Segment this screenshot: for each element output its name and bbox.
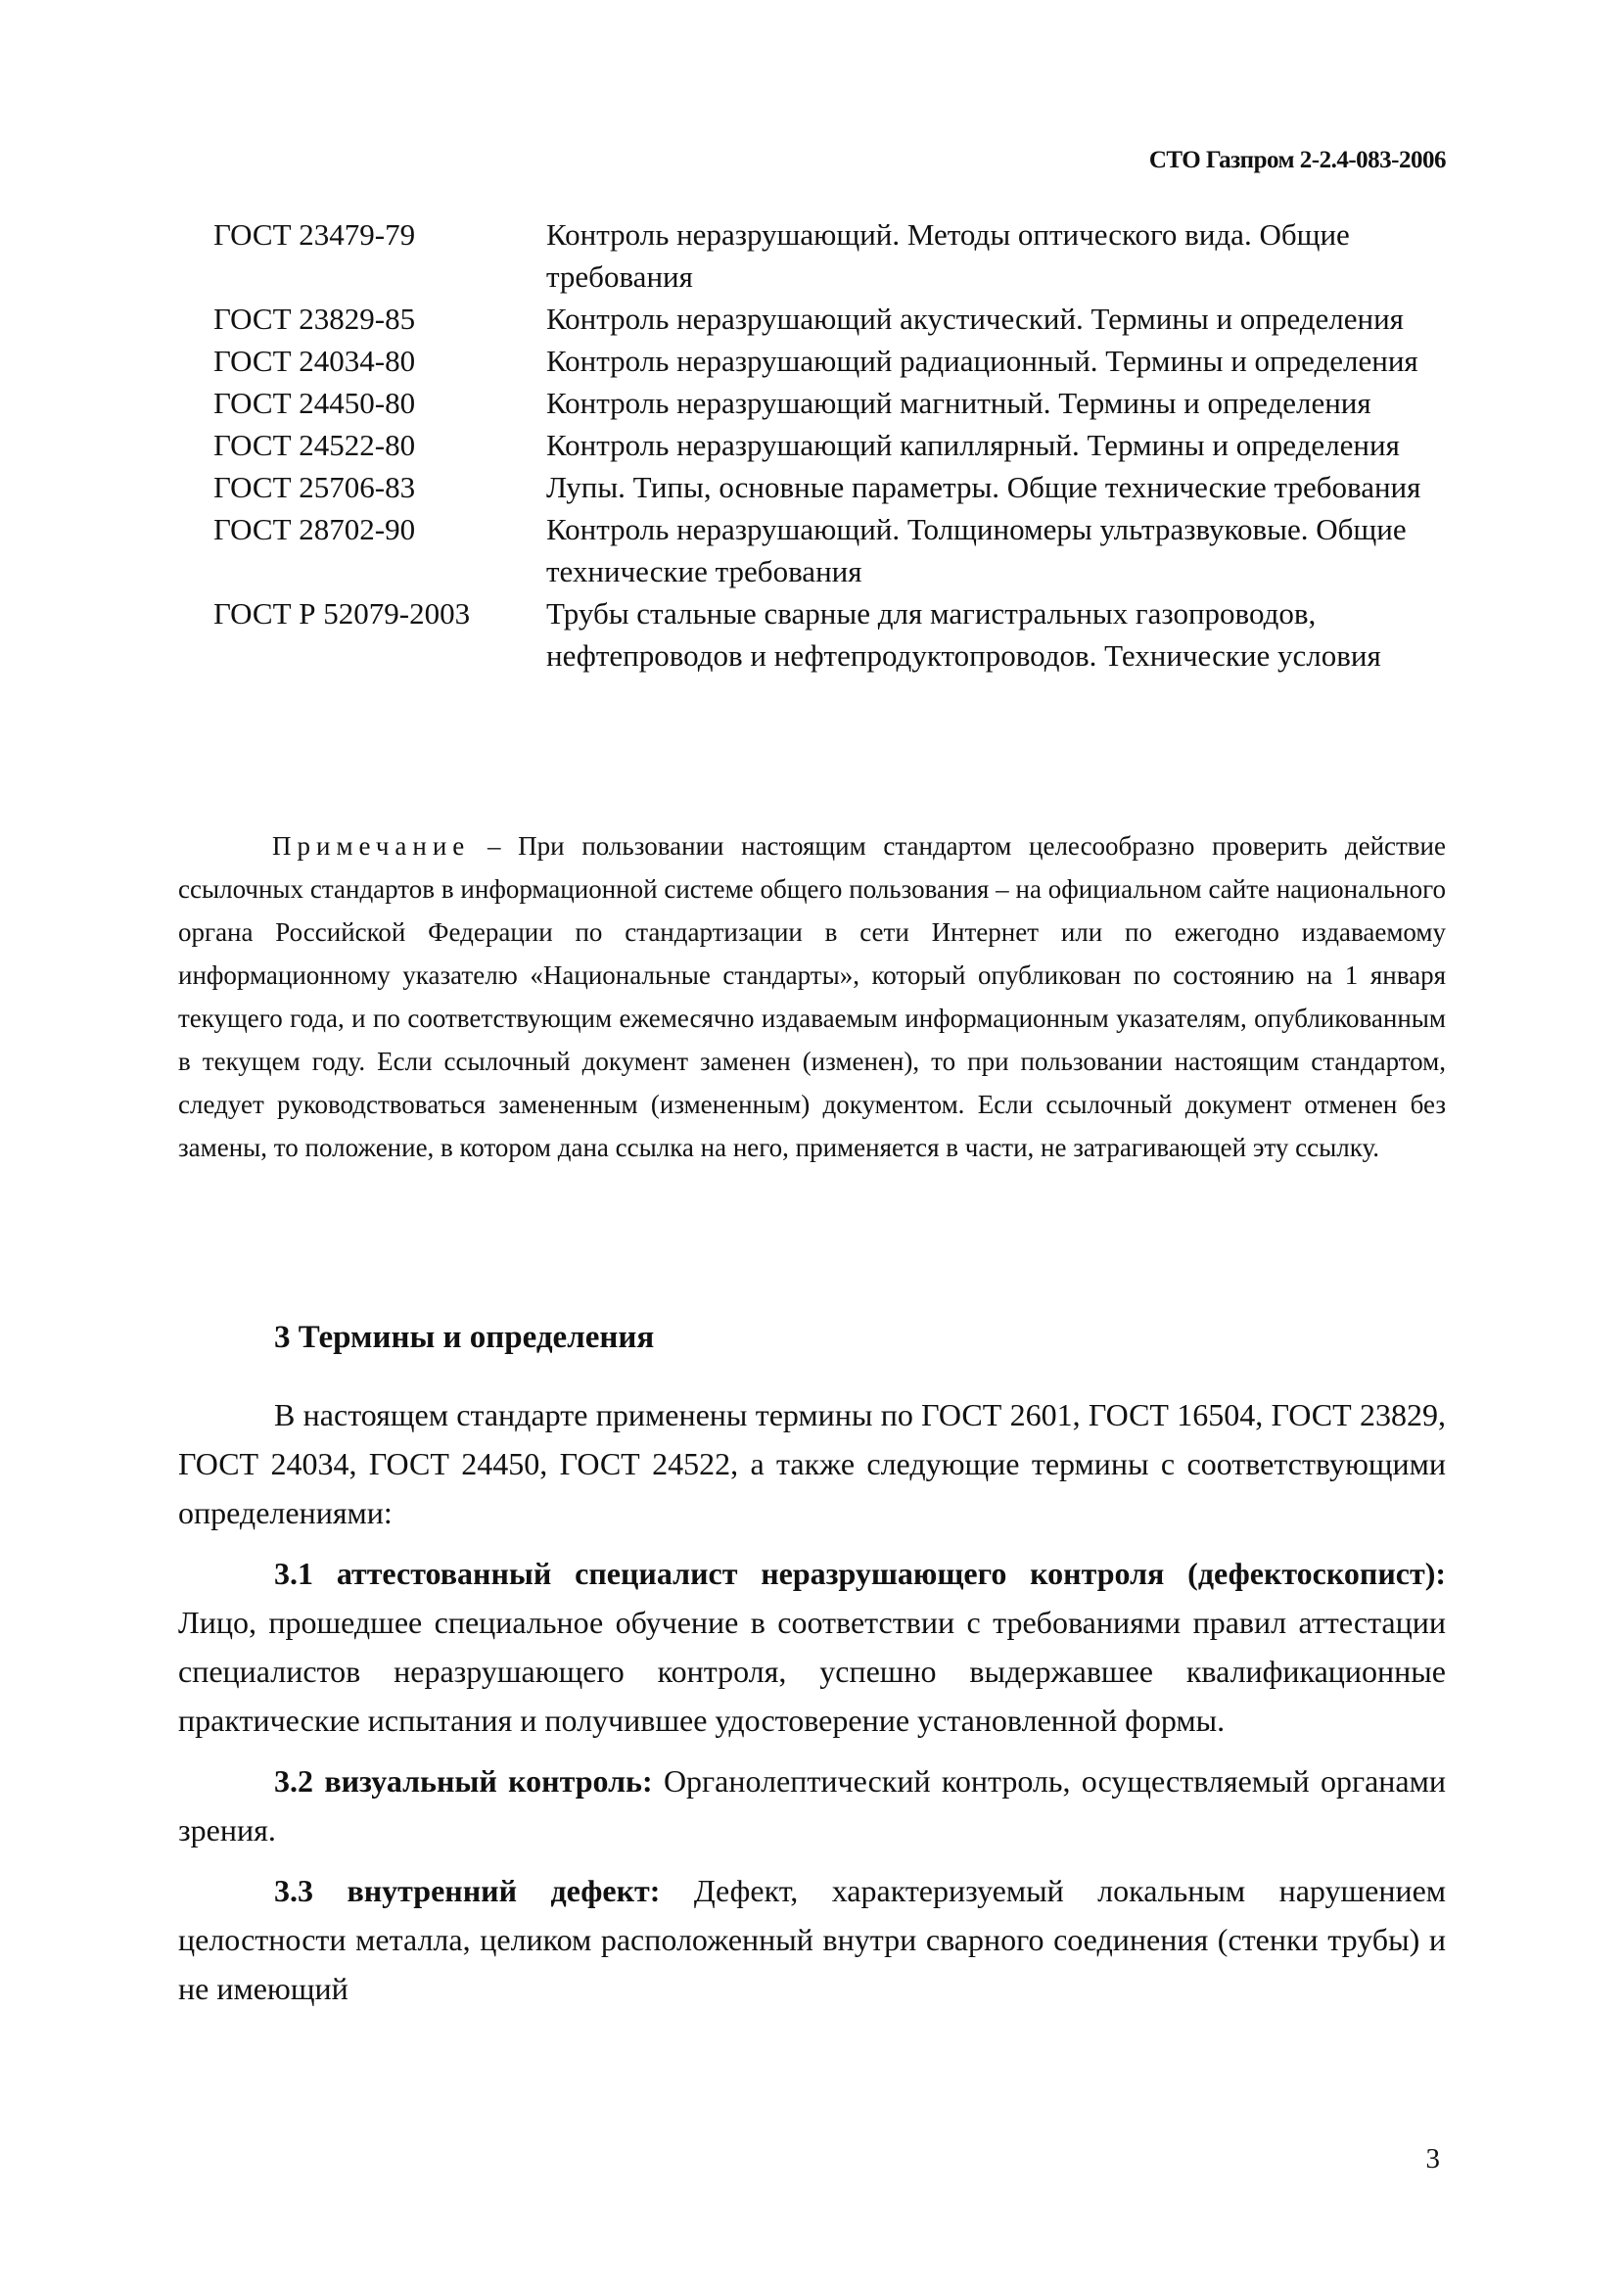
section-body [178, 1390, 1446, 2025]
term-name: внутренний дефект: [347, 1873, 661, 1908]
term-entry [178, 1549, 1446, 1745]
reference-title: Лупы. Типы, основные параметры. Общие технические требования [546, 470, 1421, 504]
reference-title: Контроль неразрушающий. Толщиномеры ультразвуковые. Общие технические требования [546, 512, 1407, 588]
term-definition: Органолептический контроль, осуществляемый органами зрения. [178, 1763, 1447, 1848]
note-paragraph [178, 824, 1446, 1169]
normative-references-list [213, 213, 1447, 677]
reference-row [213, 424, 1447, 466]
reference-title: Контроль неразрушающий акустический. Термины и определения [546, 302, 1404, 336]
reference-row [213, 382, 1447, 424]
term-entry [178, 1866, 1446, 2013]
reference-row [213, 592, 1447, 677]
term-name: визуальный контроль: [324, 1763, 653, 1799]
term-definition: Лицо, прошедшее специальное обучение в соответствии с требованиями правил аттестации специалистов неразрушающего контроля, успешно выдержавшее квалификационные практические испытания и получившее удостоверение установленной формы. [178, 1605, 1446, 1738]
term-entry [178, 1756, 1446, 1854]
reference-row [213, 298, 1447, 340]
reference-title: Трубы стальные сварные для магистральных газопроводов, нефтепроводов и нефтепродуктопроводов. Технические условия [546, 596, 1381, 673]
section-intro: В настоящем стандарте применены термины по ГОСТ 2601, ГОСТ 16504, ГОСТ 23829, ГОСТ 24034, ГОСТ 24450, ГОСТ 24522, а также следующие термины с соответствующими определениями: [178, 1397, 1446, 1530]
reference-code: ГОСТ 23829-85 [213, 302, 416, 336]
reference-code: ГОСТ 24522-80 [213, 428, 416, 462]
reference-row [213, 508, 1447, 592]
term-definition: Дефект, характеризуемый локальным нарушением целостности металла, целиком расположенный внутри сварного соединения (стенки трубы) и не имеющий [178, 1873, 1447, 2006]
document-code-header: СТО Газпром 2-2.4-083-2006 [1148, 147, 1446, 173]
reference-title: Контроль неразрушающий магнитный. Термины и определения [546, 386, 1371, 420]
page-number: 3 [1425, 2143, 1440, 2175]
reference-code: ГОСТ 24450-80 [213, 386, 416, 420]
term-number: 3.2 [274, 1763, 313, 1799]
reference-title: Контроль неразрушающий капиллярный. Термины и определения [546, 428, 1400, 462]
reference-code: ГОСТ 24034-80 [213, 344, 416, 378]
reference-code: ГОСТ 28702-90 [213, 512, 416, 546]
reference-code: ГОСТ Р 52079-2003 [213, 596, 471, 631]
note-label: Примечание [272, 831, 471, 861]
reference-row [213, 213, 1447, 298]
reference-title: Контроль неразрушающий радиационный. Термины и определения [546, 344, 1418, 378]
section-heading: 3 Термины и определения [274, 1320, 655, 1355]
term-number: 3.3 [274, 1873, 313, 1908]
reference-title: Контроль неразрушающий. Методы оптического вида. Общие требования [546, 217, 1350, 294]
reference-row [213, 466, 1447, 508]
reference-code: ГОСТ 23479-79 [213, 217, 416, 252]
note-text: – При пользовании настоящим стандартом целесообразно проверить действие ссылочных стандартов в информационной системе общего пользования – на официальном сайте национального органа Российской Федерации по стандартизации в сети Интернет или по ежегодно издаваемому информационному указателю «Национальные стандарты», который опубликован по состоянию на 1 января текущего года, и по соответствующим ежемесячно издаваемым информационным указателям, опубликованным в текущем году. Если ссылочный документ заменен (изменен), то при пользовании настоящим стандартом, следует руководствоваться замененным (измененным) документом. Если ссылочный документ отменен без замены, то положение, в котором дана ссылка на него, применяется в части, не затрагивающей эту ссылку. [178, 831, 1446, 1162]
term-number: 3.1 [274, 1556, 313, 1591]
reference-row [213, 340, 1447, 382]
term-name: аттестованный специалист неразрушающего контроля (дефектоскопист): [336, 1556, 1446, 1591]
reference-code: ГОСТ 25706-83 [213, 470, 416, 504]
